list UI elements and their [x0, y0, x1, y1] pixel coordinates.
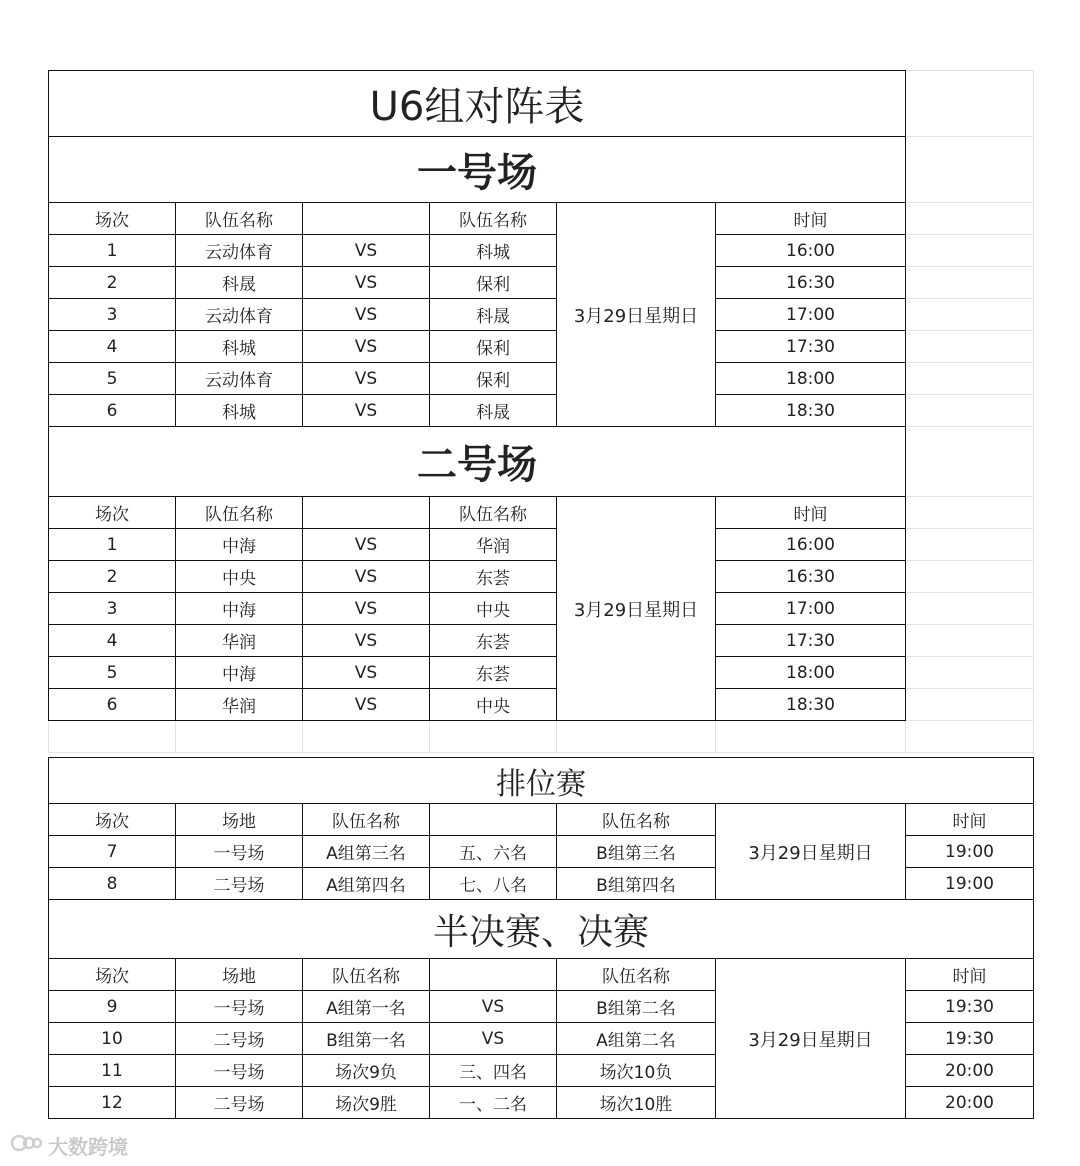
venue2-title: 二号场 — [49, 427, 906, 497]
match-no: 1 — [49, 235, 176, 267]
table-row — [49, 363, 1034, 395]
grid-cell — [176, 721, 303, 753]
header-round: 场次 — [49, 804, 176, 836]
placement-label: 七、八名 — [430, 868, 557, 900]
grid-cell — [906, 299, 1034, 331]
header-vs — [303, 203, 430, 235]
spacer-row — [49, 721, 1034, 753]
team-a: 科晟 — [176, 267, 303, 299]
match-no: 11 — [49, 1055, 176, 1087]
venue1-title: 一号场 — [49, 137, 906, 203]
header-team-a: 队伍名称 — [303, 959, 430, 991]
vs-label: VS — [303, 529, 430, 561]
grid-cell — [906, 657, 1034, 689]
match-no: 8 — [49, 868, 176, 900]
grid-cell — [716, 721, 906, 753]
vs-label: VS — [303, 267, 430, 299]
grid-cell — [906, 331, 1034, 363]
team-a: 华润 — [176, 689, 303, 721]
team-b: B组第二名 — [557, 991, 716, 1023]
match-time: 16:30 — [716, 267, 906, 299]
venue2-header-row — [49, 497, 1034, 529]
table-row — [49, 561, 1034, 593]
match-no: 2 — [49, 561, 176, 593]
match-time: 18:00 — [716, 657, 906, 689]
match-no: 12 — [49, 1087, 176, 1119]
header-team-b: 队伍名称 — [557, 959, 716, 991]
header-mid — [430, 804, 557, 836]
placement-label: VS — [430, 1023, 557, 1055]
match-no: 3 — [49, 299, 176, 331]
team-b: A组第二名 — [557, 1023, 716, 1055]
grid-cell — [906, 71, 1034, 137]
team-a: 场次9负 — [303, 1055, 430, 1087]
team-b: 场次10负 — [557, 1055, 716, 1087]
team-a: 中海 — [176, 593, 303, 625]
header-team-b: 队伍名称 — [430, 203, 557, 235]
venue1-header-row — [49, 203, 1034, 235]
team-b: B组第三名 — [557, 836, 716, 868]
team-b: 东荟 — [430, 657, 557, 689]
team-b: 场次10胜 — [557, 1087, 716, 1119]
grid-cell — [906, 593, 1034, 625]
header-round: 场次 — [49, 497, 176, 529]
team-b: 科晟 — [430, 299, 557, 331]
table-row — [49, 235, 1034, 267]
table-row — [49, 657, 1034, 689]
match-venue: 二号场 — [176, 1023, 303, 1055]
header-team-a: 队伍名称 — [176, 203, 303, 235]
header-time: 时间 — [906, 959, 1034, 991]
grid-cell — [906, 235, 1034, 267]
ranking-date: 3月29日星期日 — [716, 804, 906, 900]
logo-icon — [10, 1131, 48, 1160]
table-row — [49, 267, 1034, 299]
grid-cell — [430, 721, 557, 753]
vs-label: VS — [303, 625, 430, 657]
match-no: 1 — [49, 529, 176, 561]
grid-cell — [49, 721, 176, 753]
vs-label: VS — [303, 561, 430, 593]
placement-label: 一、二名 — [430, 1087, 557, 1119]
grid-cell — [906, 689, 1034, 721]
header-time: 时间 — [716, 203, 906, 235]
vs-label: VS — [303, 299, 430, 331]
team-b: 保利 — [430, 331, 557, 363]
match-time: 20:00 — [906, 1087, 1034, 1119]
match-time: 17:00 — [716, 593, 906, 625]
header-team-b: 队伍名称 — [430, 497, 557, 529]
finals-header-row — [49, 959, 1034, 991]
venue1-date: 3月29日星期日 — [557, 203, 716, 427]
team-a: A组第四名 — [303, 868, 430, 900]
header-venue: 场地 — [176, 804, 303, 836]
match-time: 16:00 — [716, 235, 906, 267]
header-time: 时间 — [906, 804, 1034, 836]
schedule-table-groups — [48, 70, 1034, 753]
team-a: 云动体育 — [176, 235, 303, 267]
match-time: 16:00 — [716, 529, 906, 561]
header-round: 场次 — [49, 203, 176, 235]
match-no: 5 — [49, 657, 176, 689]
match-time: 18:30 — [716, 689, 906, 721]
header-time: 时间 — [716, 497, 906, 529]
header-round: 场次 — [49, 959, 176, 991]
match-time: 16:30 — [716, 561, 906, 593]
table-row — [49, 625, 1034, 657]
table-row — [49, 395, 1034, 427]
team-a: A组第一名 — [303, 991, 430, 1023]
placement-label: 三、四名 — [430, 1055, 557, 1087]
team-a: 中海 — [176, 657, 303, 689]
team-b: 保利 — [430, 363, 557, 395]
match-no: 10 — [49, 1023, 176, 1055]
match-time: 20:00 — [906, 1055, 1034, 1087]
grid-cell — [906, 625, 1034, 657]
table-row — [49, 529, 1034, 561]
team-a: B组第一名 — [303, 1023, 430, 1055]
finals-date: 3月29日星期日 — [716, 959, 906, 1119]
match-no: 7 — [49, 836, 176, 868]
match-time: 19:30 — [906, 991, 1034, 1023]
header-team-b: 队伍名称 — [557, 804, 716, 836]
grid-cell — [906, 267, 1034, 299]
vs-label: VS — [303, 395, 430, 427]
team-b: B组第四名 — [557, 868, 716, 900]
grid-cell — [906, 529, 1034, 561]
team-b: 东荟 — [430, 625, 557, 657]
team-a: 中海 — [176, 529, 303, 561]
grid-cell — [906, 137, 1034, 203]
team-a: A组第三名 — [303, 836, 430, 868]
venue2-date: 3月29日星期日 — [557, 497, 716, 721]
ranking-title: 排位赛 — [49, 758, 1034, 804]
page-title: U6组对阵表 — [49, 71, 906, 137]
match-time: 19:00 — [906, 836, 1034, 868]
header-vs — [303, 497, 430, 529]
team-a: 云动体育 — [176, 363, 303, 395]
grid-cell — [303, 721, 430, 753]
placement-label: VS — [430, 991, 557, 1023]
team-a: 云动体育 — [176, 299, 303, 331]
match-no: 5 — [49, 363, 176, 395]
vs-label: VS — [303, 689, 430, 721]
match-time: 17:00 — [716, 299, 906, 331]
vs-label: VS — [303, 363, 430, 395]
match-time: 17:30 — [716, 331, 906, 363]
match-venue: 一号场 — [176, 991, 303, 1023]
grid-cell — [906, 363, 1034, 395]
header-mid — [430, 959, 557, 991]
match-time: 19:00 — [906, 868, 1034, 900]
grid-cell — [906, 203, 1034, 235]
team-a: 科城 — [176, 331, 303, 363]
watermark — [10, 1130, 128, 1160]
match-no: 3 — [49, 593, 176, 625]
match-time: 17:30 — [716, 625, 906, 657]
match-no: 4 — [49, 625, 176, 657]
watermark-text: 大数跨境 — [48, 1134, 128, 1159]
placement-label: 五、六名 — [430, 836, 557, 868]
team-b: 华润 — [430, 529, 557, 561]
match-no: 6 — [49, 689, 176, 721]
ranking-header-row — [49, 804, 1034, 836]
table-row — [49, 299, 1034, 331]
team-a: 中央 — [176, 561, 303, 593]
grid-cell — [906, 427, 1034, 497]
table-row — [49, 689, 1034, 721]
finals-title: 半决赛、决赛 — [49, 900, 1034, 959]
team-b: 科城 — [430, 235, 557, 267]
team-b: 科晟 — [430, 395, 557, 427]
match-no: 4 — [49, 331, 176, 363]
vs-label: VS — [303, 657, 430, 689]
match-venue: 一号场 — [176, 1055, 303, 1087]
team-b: 保利 — [430, 267, 557, 299]
match-venue: 一号场 — [176, 836, 303, 868]
grid-cell — [906, 721, 1034, 753]
grid-cell — [557, 721, 716, 753]
match-no: 2 — [49, 267, 176, 299]
match-time: 18:30 — [716, 395, 906, 427]
vs-label: VS — [303, 331, 430, 363]
grid-cell — [906, 395, 1034, 427]
match-venue: 二号场 — [176, 868, 303, 900]
match-venue: 二号场 — [176, 1087, 303, 1119]
table-row — [49, 331, 1034, 363]
table-row — [49, 593, 1034, 625]
header-team-a: 队伍名称 — [176, 497, 303, 529]
grid-cell — [906, 497, 1034, 529]
header-team-a: 队伍名称 — [303, 804, 430, 836]
schedule-table-knockout — [48, 757, 1034, 1119]
vs-label: VS — [303, 235, 430, 267]
match-time: 19:30 — [906, 1023, 1034, 1055]
header-venue: 场地 — [176, 959, 303, 991]
grid-cell — [906, 561, 1034, 593]
match-time: 18:00 — [716, 363, 906, 395]
team-b: 中央 — [430, 689, 557, 721]
team-a: 科城 — [176, 395, 303, 427]
team-b: 东荟 — [430, 561, 557, 593]
team-b: 中央 — [430, 593, 557, 625]
team-a: 华润 — [176, 625, 303, 657]
match-no: 6 — [49, 395, 176, 427]
team-a: 场次9胜 — [303, 1087, 430, 1119]
match-no: 9 — [49, 991, 176, 1023]
vs-label: VS — [303, 593, 430, 625]
